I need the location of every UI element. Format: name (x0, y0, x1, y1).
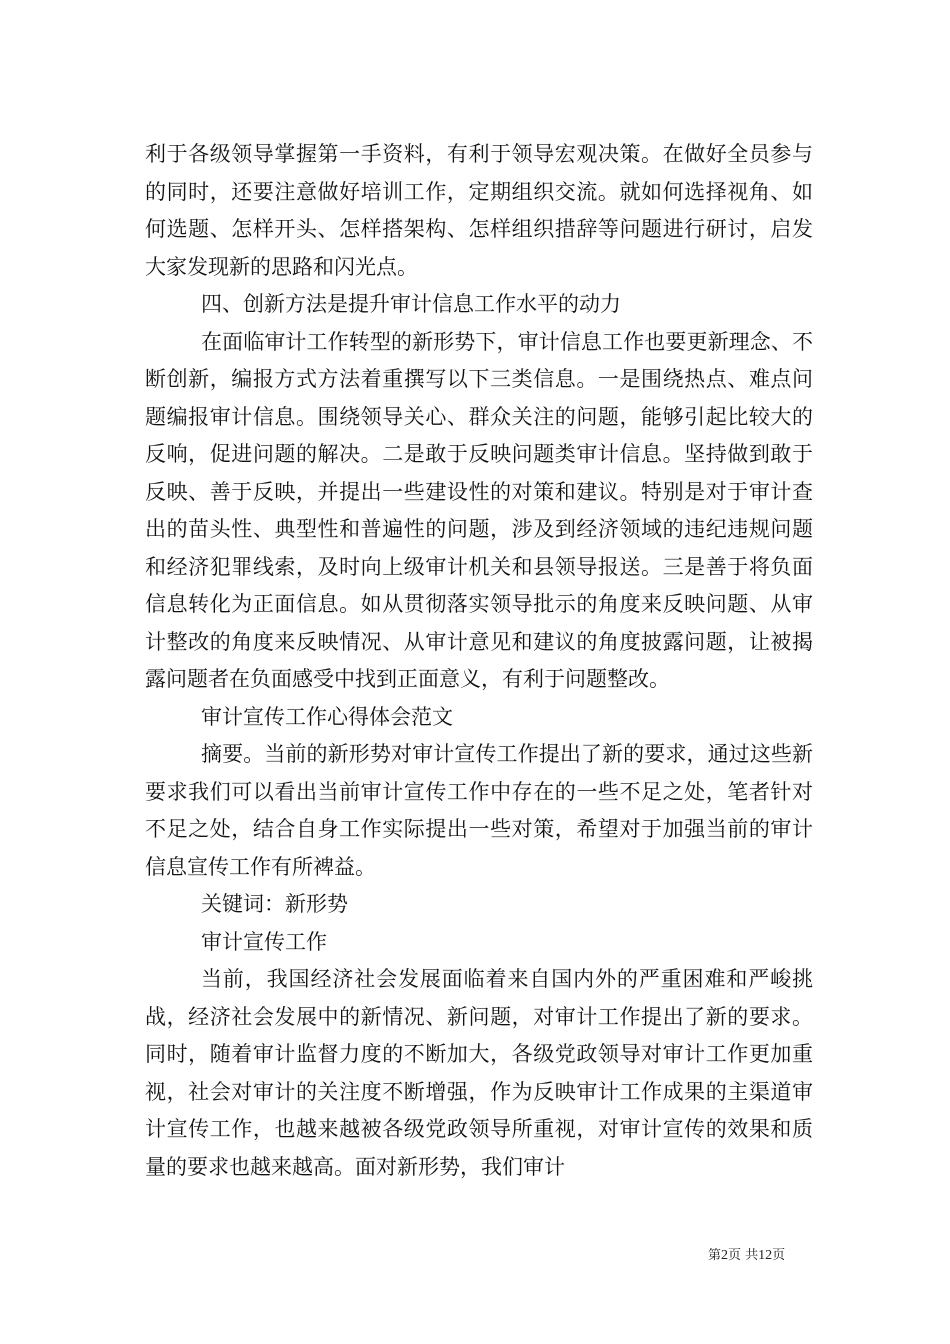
paragraph-8: 当前，我国经济社会发展面临着来自国内外的严重困难和严峻挑战，经济社会发展中的新情况、新问题，对审计工作提出了新的要求。同时，随着审计监督力度的不断加大，各级党政领导对审计工作更加重视，社会对审计的关注度不断增强，作为反映审计工作成果的主渠道审计宣传工作，也越来越被各级党政领导所重视，对审计宣传的效果和质量的要求也越来越高。面对新形势，我们审计 (145, 967, 813, 1179)
abstract-paragraph: 摘要。当前的新形势对审计宣传工作提出了新的要求，通过这些新要求我们可以看出当前审计宣传工作中存在的一些不足之处，笔者针对不足之处，结合自身工作实际提出一些对策，希望对于加强当前的审计信息宣传工作有所裨益。 (145, 742, 813, 879)
total-page-number: 12 (758, 1248, 773, 1263)
current-page-number: 2 (721, 1248, 729, 1263)
keywords-line-2: 审计宣传工作 (201, 929, 327, 954)
footer-middle: 页 共 (728, 1248, 759, 1263)
paragraph-1: 利于各级领导掌握第一手资料，有利于领导宏观决策。在做好全员参与的同时，还要注意做好培训工作，定期组织交流。就如何选择视角、如何选题、怎样开头、怎样搭架构、怎样组织措辞等问题进行研讨，启发大家发现新的思路和闪光点。 (145, 142, 813, 279)
footer-suffix: 页 (772, 1248, 786, 1263)
document-body (145, 136, 813, 1186)
footer-prefix: 第 (708, 1248, 722, 1263)
page-footer (708, 1244, 785, 1264)
section-heading-4: 四、创新方法是提升审计信息工作水平的动力 (201, 292, 621, 316)
paragraph-3: 在面临审计工作转型的新形势下，审计信息工作也要更新理念、不断创新，编报方式方法着重撰写以下三类信息。一是围绕热点、难点问题编报审计信息。围绕领导关心、群众关注的问题，能够引起比较大的反响，促进问题的解决。二是敢于反映问题类审计信息。坚持做到敢于反映、善于反映，并提出一些建设性的对策和建议。特别是对于审计查出的苗头性、典型性和普遍性的问题，涉及到经济领域的违纪违规问题和经济犯罪线索，及时向上级审计机关和县领导报送。三是善于将负面信息转化为正面信息。如从贯彻落实领导批示的角度来反映问题、从审计整改的角度来反映情况、从审计意见和建议的角度披露问题，让被揭露问题者在负面感受中找到正面意义，有利于问题整改。 (145, 329, 813, 691)
keywords-line: 关键词：新形势 (201, 892, 348, 916)
article-title: 审计宣传工作心得体会范文 (201, 704, 453, 729)
